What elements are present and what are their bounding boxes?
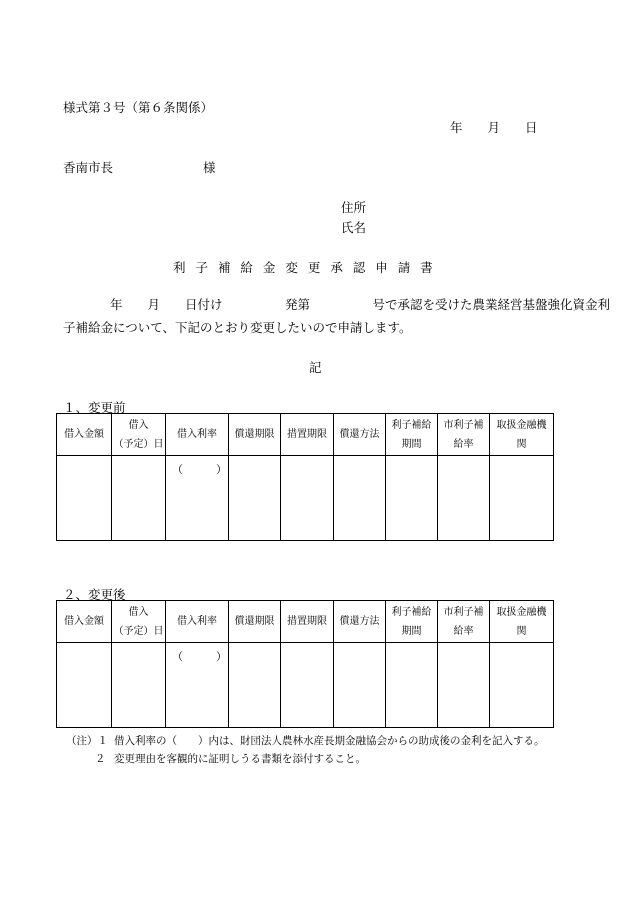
header-cell: 償還方法 — [334, 601, 386, 643]
note-2-label: ２ — [95, 753, 106, 765]
input-cell[interactable] — [281, 456, 334, 541]
note-2-text: 変更理由を客観的に証明しうる書類を添付すること。 — [114, 753, 366, 765]
input-cell[interactable] — [490, 456, 554, 541]
input-cell[interactable] — [57, 643, 112, 728]
input-cell[interactable] — [166, 643, 229, 728]
addressee: 香南市長 — [63, 160, 114, 175]
input-cell[interactable] — [57, 456, 112, 541]
header-cell: 償還方法 — [334, 414, 386, 456]
ki-label: 記 — [309, 360, 322, 375]
address-label: 住所 — [341, 200, 367, 215]
header-cell: 償還期限 — [229, 601, 281, 643]
header-cell: 市利子補 給率 — [438, 414, 490, 456]
rate-paren: （ ） — [172, 650, 227, 663]
input-cell[interactable] — [490, 643, 554, 728]
header-cell: 借入 （予定）日 — [112, 601, 166, 643]
input-cell[interactable] — [386, 456, 438, 541]
input-cell[interactable] — [438, 643, 490, 728]
header-cell: 取扱金融機 関 — [490, 601, 554, 643]
table-row — [57, 643, 554, 728]
header-cell: 借入 （予定）日 — [112, 414, 166, 456]
table-after — [56, 600, 554, 728]
input-cell[interactable] — [386, 643, 438, 728]
input-cell[interactable] — [166, 456, 229, 541]
date-line: 年 月 日 — [450, 120, 538, 135]
body-line-2: 子補給金について、下記のとおり変更したいので申請します。 — [63, 320, 412, 335]
header-cell: 借入金額 — [57, 601, 112, 643]
header-cell: 利子補給 期間 — [386, 601, 438, 643]
input-cell[interactable] — [281, 643, 334, 728]
table-header-row — [57, 414, 554, 456]
header-cell: 償還期限 — [229, 414, 281, 456]
input-cell[interactable] — [438, 456, 490, 541]
rate-paren: （ ） — [172, 463, 227, 476]
note-1-label: （注）１ — [66, 735, 108, 747]
header-cell: 借入利率 — [166, 601, 229, 643]
honorific: 様 — [203, 160, 216, 175]
document-title: 利 子 補 給 金 変 更 承 認 申 請 書 — [173, 260, 436, 275]
input-cell[interactable] — [112, 643, 166, 728]
table-header-row — [57, 601, 554, 643]
input-cell[interactable] — [229, 643, 281, 728]
header-cell: 措置期限 — [281, 601, 334, 643]
table-row — [57, 456, 554, 541]
body-line-1: 年 月 日付け 発第 号で承認を受けた農業経営基盤強化資金利 — [110, 297, 611, 312]
header-cell: 措置期限 — [281, 414, 334, 456]
form-number: 様式第３号（第６条関係） — [63, 100, 214, 115]
header-cell: 取扱金融機 関 — [490, 414, 554, 456]
input-cell[interactable] — [334, 456, 386, 541]
section-before-label: １、変更前 — [63, 400, 126, 415]
table-before — [56, 413, 554, 541]
input-cell[interactable] — [334, 643, 386, 728]
header-cell: 借入利率 — [166, 414, 229, 456]
note-1-text: 借入利率の（ ）内は、財団法人農林水産長期金融協会からの助成後の金利を記入する。 — [114, 735, 545, 747]
input-cell[interactable] — [229, 456, 281, 541]
section-after-label: ２、変更後 — [63, 587, 126, 602]
name-label: 氏名 — [341, 220, 367, 235]
header-cell: 利子補給 期間 — [386, 414, 438, 456]
header-cell: 借入金額 — [57, 414, 112, 456]
input-cell[interactable] — [112, 456, 166, 541]
header-cell: 市利子補 給率 — [438, 601, 490, 643]
